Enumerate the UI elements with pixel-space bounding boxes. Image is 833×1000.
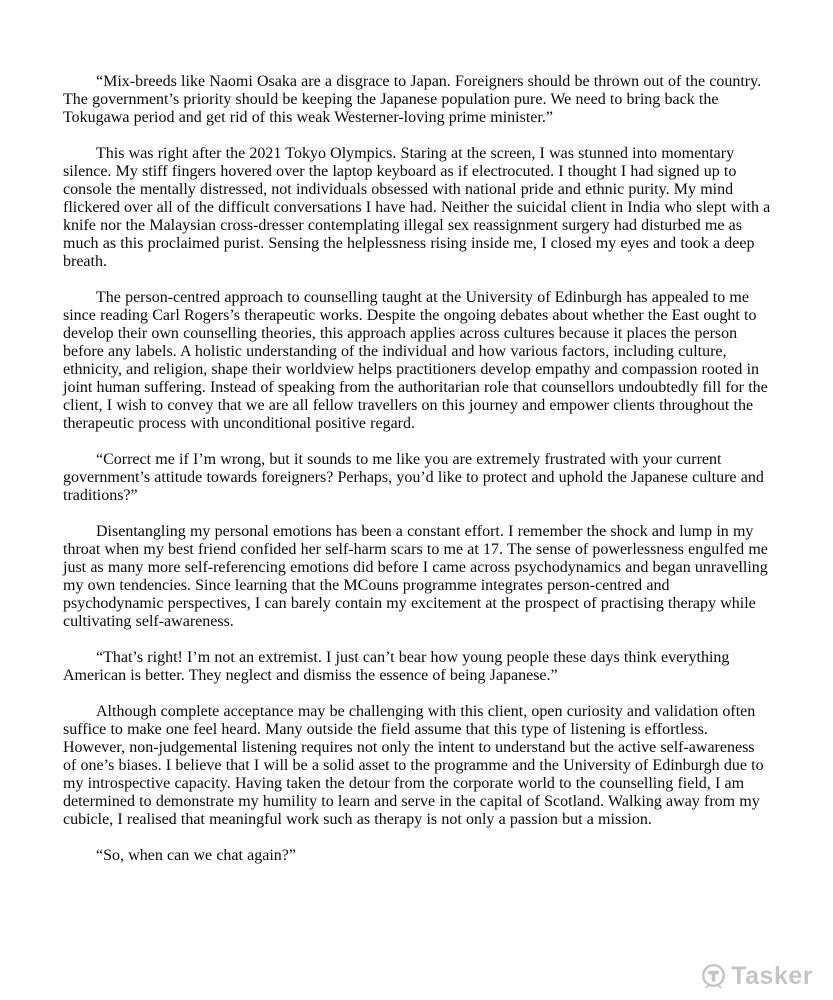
- essay-page: [63, 73, 771, 865]
- paragraph-quote-3: “That’s right! I’m not an extremist. I just can’t bear how young people these days think everything American is better. They neglect and dismiss the essence of being Japanese.”: [63, 649, 730, 684]
- paragraph-quote-2: “Correct me if I’m wrong, but it sounds to me like you are extremely frustrated with your current government’s attitude towards foreigners? Perhaps, you’d like to protect and uphold the Japanese culture and traditions?”: [63, 451, 764, 504]
- paragraph-emotions: Disentangling my personal emotions has been a constant effort. I remember the shock and lump in my throat when my best friend confided her self-harm scars to me at 17. The sense of powerlessness engulfed me just as many more self-referencing emotions did before I came across psychodynamics and began unravelling my own tendencies. Since learning that the MCouns programme integrates person-centred and psychodynamic perspectives, I can barely contain my excitement at the prospect of practising therapy while cultivating self-awareness.: [63, 523, 768, 630]
- paragraph-quote-4: “So, when can we chat again?”: [96, 847, 297, 864]
- tasker-watermark: [699, 962, 813, 991]
- tasker-logo-icon: [699, 962, 728, 991]
- watermark-label: Tasker: [731, 962, 813, 990]
- paragraph-quote-1: “Mix-breeds like Naomi Osaka are a disgrace to Japan. Foreigners should be thrown out of the country. The government’s priority should be keeping the Japanese population pure. We need to bring back the Tokugawa period and get rid of this weak Westerner-loving prime minister.”: [63, 73, 762, 126]
- paragraph-acceptance: Although complete acceptance may be challenging with this client, open curiosity and validation often suffice to make one feel heard. Many outside the field assume that this type of listening is effortless. However, non-judgemental listening requires not only the intent to understand but the active self-awareness of one’s biases. I believe that I will be a solid asset to the programme and the University of Edinburgh due to my introspective capacity. Having taken the detour from the corporate world to the counselling field, I am determined to demonstrate my humility to learn and serve in the capital of Scotland. Walking away from my cubicle, I realised that meaningful work such as therapy is not only a passion but a mission.: [63, 703, 764, 828]
- paragraph-olympics: This was right after the 2021 Tokyo Olympics. Staring at the screen, I was stunned into momentary silence. My stiff fingers hovered over the laptop keyboard as if electrocuted. I thought I had signed up to console the mentally distressed, not individuals obsessed with national pride and ethnic purity. My mind flickered over all of the difficult conversations I have had. Neither the suicidal client in India who slept with a knife nor the Malaysian cross-dresser contemplating illegal sex reassignment surgery had disturbed me as much as this proclaimed purist. Sensing the helplessness rising inside me, I closed my eyes and took a deep breath.: [63, 145, 771, 270]
- paragraph-person-centred: The person-centred approach to counselling taught at the University of Edinburgh has appealed to me since reading Carl Rogers’s therapeutic works. Despite the ongoing debates about whether the East ought to develop their own counselling theories, this approach applies across cultures because it places the person before any labels. A holistic understanding of the individual and how various factors, including culture, ethnicity, and religion, shape their worldview helps practitioners develop empathy and compassion rooted in joint human suffering. Instead of speaking from the authoritarian role that counsellors undoubtedly fill for the client, I wish to convey that we are all fellow travellers on this journey and empower clients throughout the therapeutic process with unconditional positive regard.: [63, 289, 768, 432]
